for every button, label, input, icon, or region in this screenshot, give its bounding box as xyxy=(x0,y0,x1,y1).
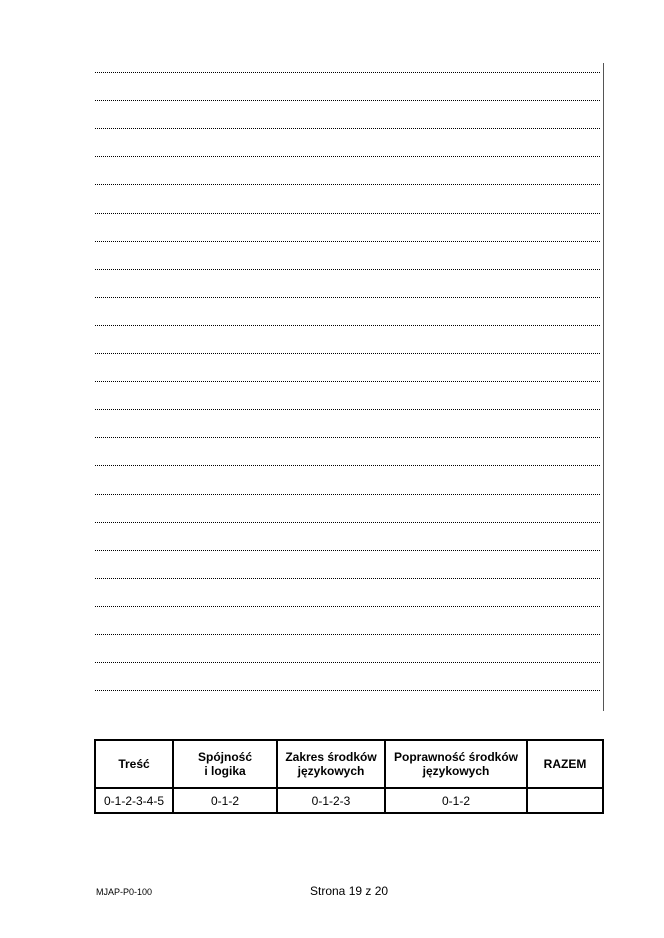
answer-line xyxy=(95,100,600,101)
score-spojnosc: 0-1-2 xyxy=(173,788,277,813)
answer-line xyxy=(95,437,600,438)
answer-line xyxy=(95,297,600,298)
answer-line xyxy=(95,662,600,663)
header-zakres: Zakres środków językowych xyxy=(277,740,385,788)
right-margin-line xyxy=(603,63,604,711)
page-number: Strona 19 z 20 xyxy=(310,884,389,898)
score-table-header-row xyxy=(95,740,603,788)
answer-line xyxy=(95,184,600,185)
answer-line xyxy=(95,213,600,214)
answer-line xyxy=(95,465,600,466)
answer-line xyxy=(95,72,600,73)
score-poprawnosc: 0-1-2 xyxy=(385,788,527,813)
answer-line xyxy=(95,494,600,495)
score-zakres: 0-1-2-3 xyxy=(277,788,385,813)
score-razem xyxy=(527,788,603,813)
header-razem: RAZEM xyxy=(527,740,603,788)
answer-line xyxy=(95,634,600,635)
answer-line xyxy=(95,325,600,326)
answer-line xyxy=(95,269,600,270)
header-tresc: Treść xyxy=(95,740,173,788)
header-poprawnosc: Poprawność środków językowych xyxy=(385,740,527,788)
answer-line xyxy=(95,156,600,157)
answer-line xyxy=(95,409,600,410)
answer-line xyxy=(95,606,600,607)
answer-line xyxy=(95,690,600,691)
score-table-values-row xyxy=(95,788,603,813)
header-spojnosc: Spójność i logika xyxy=(173,740,277,788)
score-tresc: 0-1-2-3-4-5 xyxy=(95,788,173,813)
answer-writing-area[interactable] xyxy=(95,58,600,708)
answer-line xyxy=(95,550,600,551)
answer-line xyxy=(95,522,600,523)
answer-line xyxy=(95,128,600,129)
answer-line xyxy=(95,241,600,242)
score-table xyxy=(94,739,604,814)
answer-line xyxy=(95,578,600,579)
answer-line xyxy=(95,381,600,382)
answer-line xyxy=(95,353,600,354)
exam-code: MJAP-P0-100 xyxy=(96,887,153,897)
